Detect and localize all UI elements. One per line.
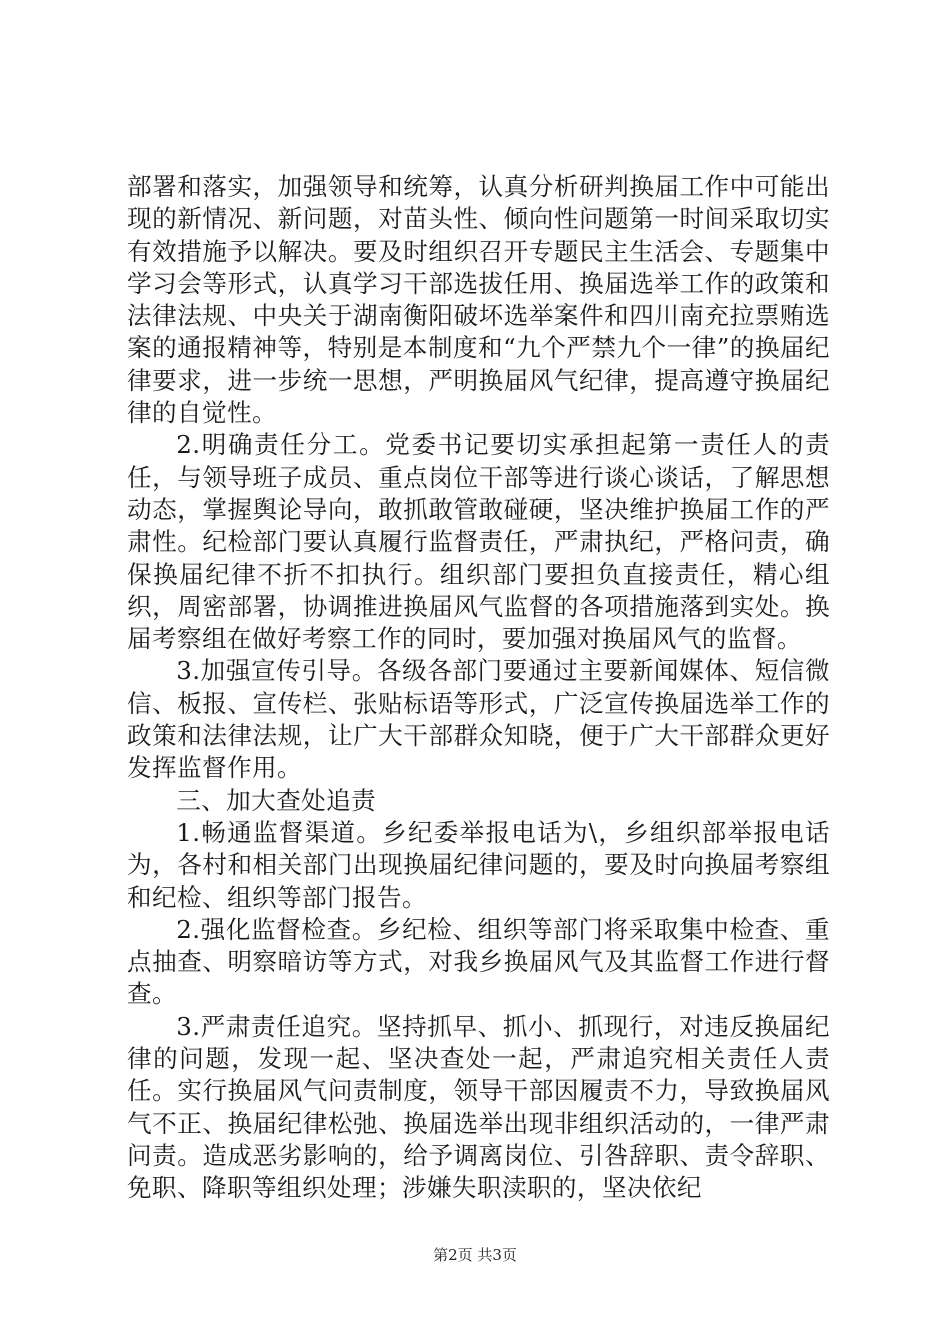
paragraph-item-3-publicity: 3.加强宣传引导。各级各部门要通过主要新闻媒体、短信微信、板报、宣传栏、张贴标语等形式，广泛宣传换届选举工作的政策和法律法规，让广大干部群众知晓，便于广大干部群众更好发挥监督作用。 [127, 656, 830, 783]
paragraph-continuation: 部署和落实，加强领导和统筹，认真分析研判换届工作中可能出现的新情况、新问题，对苗头性、倾向性问题第一时间采取切实有效措施予以解决。要及时组织召开专题民主生活会、专题集中学习会等形式，认真学习干部选拔任用、换届选举工作的政策和法律法规、中央关于湖南衡阳破坏选举案件和四川南充拉票贿选案的通报精神等，特别是本制度和“九个严禁九个一律”的换届纪律要求，进一步统一思想，严明换届风气纪律，提高遵守换届纪律的自觉性。 [127, 172, 830, 428]
paragraph-item-2-responsibility: 2.明确责任分工。党委书记要切实承担起第一责任人的责任，与领导班子成员、重点岗位干部等进行谈心谈话，了解思想动态，掌握舆论导向，敢抓敢管敢碰硬，坚决维护换届工作的严肃性。纪检部门要认真履行监督责任，严肃执纪，严格问责，确保换届纪律不折不扣执行。组织部门要担负直接责任，精心组织，周密部署，协调推进换届风气监督的各项措施落到实处。换届考察组在做好考察工作的同时，要加强对换届风气的监督。 [127, 430, 830, 654]
paragraph-item-1-channels: 1.畅通监督渠道。乡纪委举报电话为\，乡组织部举报电话为，各村和相关部门出现换届纪律问题的，要及时向换届考察组和纪检、组织等部门报告。 [127, 817, 830, 912]
section-heading-3: 三、加大查处追责 [176, 785, 377, 815]
page-number-footer: 第2页 共3页 [433, 1246, 517, 1264]
paragraph-item-2-inspection: 2.强化监督检查。乡纪检、组织等部门将采取集中检查、重点抽查、明察暗访等方式，对我乡换届风气及其监督工作进行督查。 [127, 914, 830, 1009]
document-body [127, 171, 830, 1205]
paragraph-item-3-accountability: 3.严肃责任追究。坚持抓早、抓小、抓现行，对违反换届纪律的问题，发现一起、坚决查处一起，严肃追究相关责任人责任。实行换届风气问责制度，领导干部因履责不力，导致换届风气不正、换届纪律松弛、换届选举出现非组织活动的，一律严肃问责。造成恶劣影响的，给予调离岗位、引咎辞职、责令辞职、免职、降职等组织处理；涉嫌失职渎职的，坚决依纪 [127, 1011, 830, 1203]
